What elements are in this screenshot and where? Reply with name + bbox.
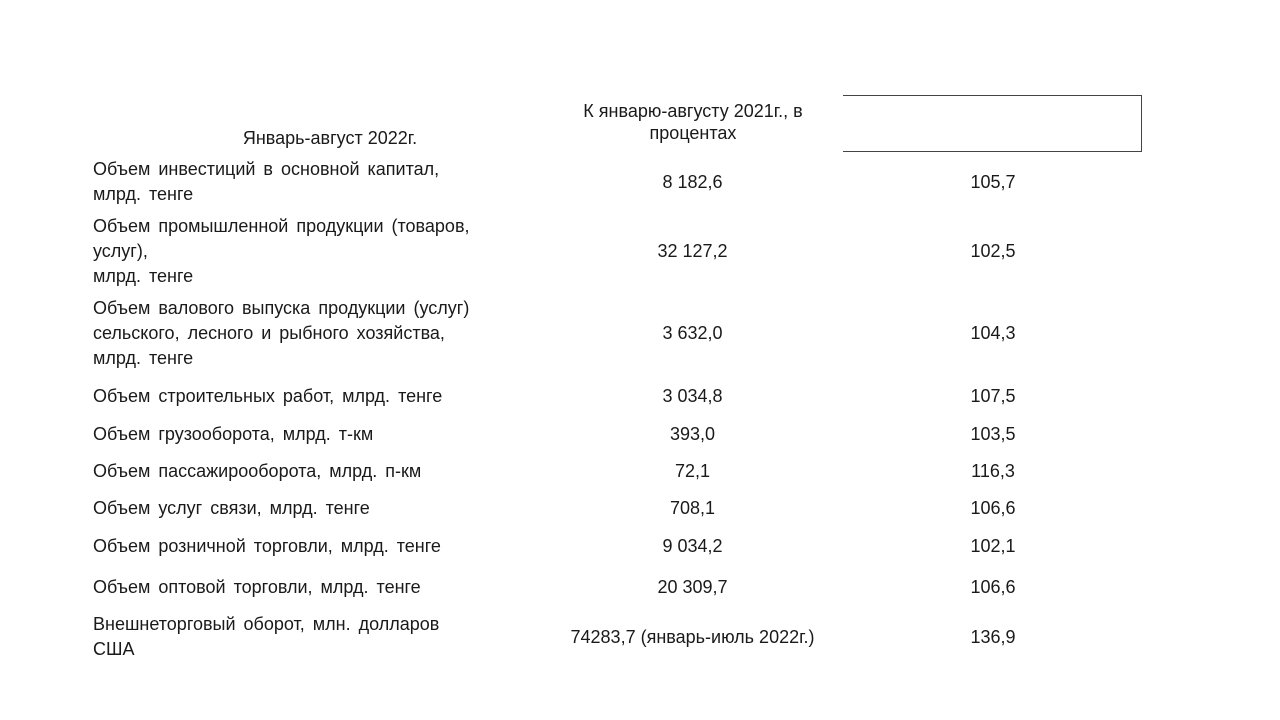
header-empty-box xyxy=(843,95,1142,152)
table-row xyxy=(0,213,1280,289)
row-value: 3 034,8 xyxy=(662,385,723,406)
row-value: 708,1 xyxy=(669,497,716,518)
row-value: 74283,7 (январь-июль 2022г.) xyxy=(570,626,815,647)
row-value: 3 632,0 xyxy=(662,322,723,343)
row-label: Объем оптовой торговли, млрд. тенге xyxy=(93,576,421,597)
table-row xyxy=(0,531,1280,561)
table-row xyxy=(0,572,1280,602)
row-label: Объем услуг связи, млрд. тенге xyxy=(93,497,370,518)
row-percent: 136,9 xyxy=(970,626,1016,647)
row-percent: 104,3 xyxy=(970,322,1016,343)
row-percent: 102,1 xyxy=(970,535,1016,556)
row-value: 20 309,7 xyxy=(657,576,728,597)
row-percent: 106,6 xyxy=(970,497,1016,518)
table-row xyxy=(0,456,1280,486)
row-percent: 116,3 xyxy=(971,460,1015,481)
row-value: 8 182,6 xyxy=(662,171,723,192)
row-label: Объем пассажирооборота, млрд. п-км xyxy=(93,460,422,481)
table-row xyxy=(0,610,1280,664)
row-label: Объем строительных работ, млрд. тенге xyxy=(93,385,443,406)
row-percent: 107,5 xyxy=(970,385,1016,406)
row-label: Объем инвестиций в основной капитал, млрд. тенге xyxy=(93,159,440,204)
table-row xyxy=(0,156,1280,208)
row-value: 32 127,2 xyxy=(657,240,728,261)
row-value: 393,0 xyxy=(669,423,716,444)
row-value: 9 034,2 xyxy=(662,535,723,556)
row-percent: 103,5 xyxy=(970,423,1016,444)
row-percent: 105,7 xyxy=(970,171,1016,192)
table-row xyxy=(0,419,1280,449)
header-compare: К январю-августу 2021г., в процентах xyxy=(583,101,803,143)
row-label: Объем валового выпуска продукции (услуг) сельского, лесного и рыбного хозяйства, млрд. тенге xyxy=(93,297,470,368)
row-value: 72,1 xyxy=(674,460,711,481)
table-row xyxy=(0,295,1280,371)
table-row xyxy=(0,493,1280,523)
row-percent: 106,6 xyxy=(970,576,1016,597)
row-label: Объем грузооборота, млрд. т-км xyxy=(93,423,374,444)
header-period: Январь-август 2022г. xyxy=(242,128,418,148)
row-label: Объем промышленной продукции (товаров, услуг), млрд. тенге xyxy=(93,215,470,286)
row-percent: 102,5 xyxy=(970,240,1016,261)
row-label: Объем розничной торговли, млрд. тенге xyxy=(93,535,441,556)
row-label: Внешнеторговый оборот, млн. долларов США xyxy=(93,614,440,659)
table-row xyxy=(0,381,1280,411)
